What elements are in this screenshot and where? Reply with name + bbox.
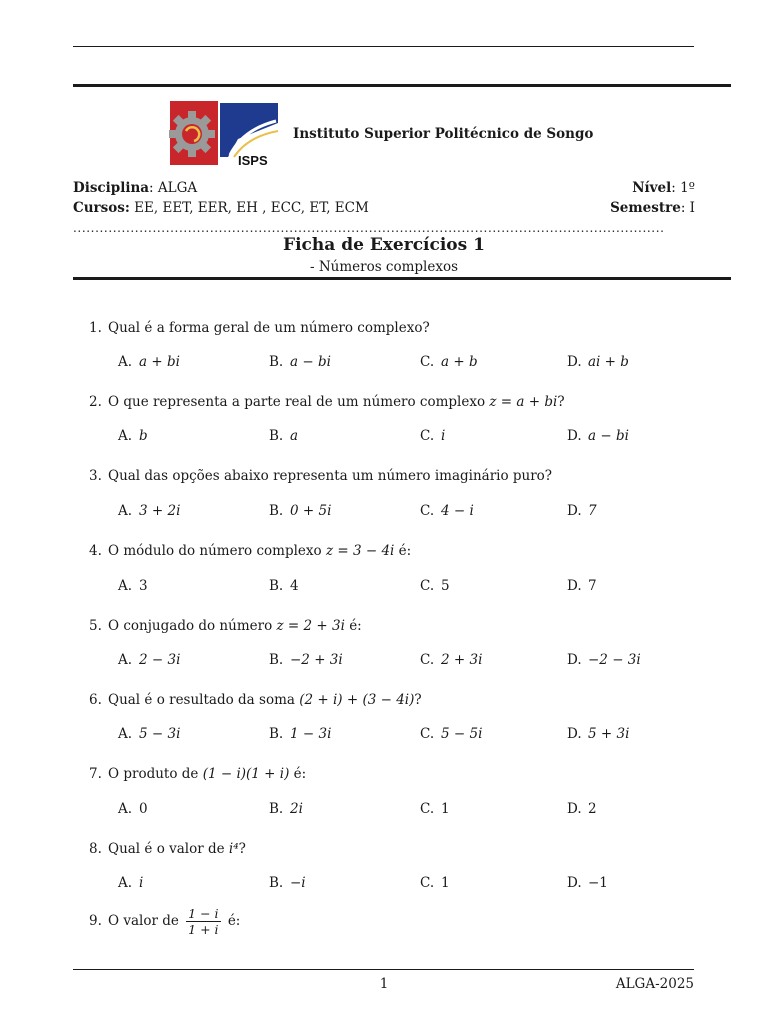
disciplina-row: Disciplina: ALGA: [73, 180, 198, 196]
question-number: 7.: [89, 766, 102, 782]
question-math: z = 3 − 4i: [325, 543, 395, 559]
question-number: 8.: [89, 841, 102, 857]
option-5c: C. 2 + 3i: [420, 652, 483, 668]
question-2: 2. O que representa a parte real de um número complexo z = a + bi?: [89, 394, 565, 410]
option-2c: C. i: [420, 428, 446, 444]
question-number: 2.: [89, 394, 102, 410]
option-6b: B. 1 − 3i: [269, 726, 332, 742]
fraction-numerator: 1 − i: [188, 906, 219, 921]
page-subtitle: - Números complexos: [309, 259, 459, 275]
question-math: z = 2 + 3i: [276, 618, 345, 634]
question-text: O conjugado do número: [108, 618, 277, 634]
option-4d: D. 7: [567, 578, 597, 594]
option-4b: B. 4: [269, 578, 299, 594]
page-number: 1: [379, 976, 389, 992]
option-7a: A. 0: [118, 801, 148, 817]
question-number: 4.: [89, 543, 102, 559]
option-5d: D. −2 − 3i: [567, 652, 641, 668]
option-5b: B. −2 + 3i: [269, 652, 343, 668]
footer-label: ALGA-2025: [615, 976, 694, 992]
nivel-row: Nível: 1º: [632, 180, 695, 196]
question-math: i⁴: [228, 841, 239, 857]
semestre-row: Semestre: I: [610, 200, 695, 216]
option-7b: B. 2i: [269, 801, 303, 817]
option-6d: D. 5 + 3i: [567, 726, 630, 742]
question-text: O valor de: [108, 913, 184, 929]
semestre-label: Semestre: [610, 200, 681, 216]
dotted-separator: ......................................................................................................................................: [73, 222, 665, 234]
question-6: 6. Qual é o resultado da soma (2 + i) + (3 − 4i)?: [89, 692, 422, 708]
cursos-value: EE, EET, EER, EH , ECC, ET, ECM: [134, 200, 369, 216]
option-4a: A. 3: [118, 578, 148, 594]
option-7c: C. 1: [420, 801, 450, 817]
question-math: (2 + i) + (3 − 4i): [299, 692, 415, 708]
logo-text: ISPS: [238, 153, 268, 168]
top-thick-rule: [73, 84, 731, 87]
option-8c: C. 1: [420, 875, 450, 891]
option-1c: C. a + b: [420, 354, 478, 370]
option-2b: B. a: [269, 428, 299, 444]
question-text: O módulo do número complexo: [108, 543, 326, 559]
option-1d: D. ai + b: [567, 354, 629, 370]
option-8b: B. −i: [269, 875, 306, 891]
question-math: z = a + bi: [489, 394, 558, 410]
question-text: O que representa a parte real de um número complexo: [108, 394, 490, 410]
option-3a: A. 3 + 2i: [118, 503, 181, 519]
isps-logo: [168, 99, 280, 169]
top-thin-rule: [73, 46, 694, 47]
option-1a: A. a + bi: [118, 354, 180, 370]
option-2a: A. b: [118, 428, 148, 444]
question-text: Qual das opções abaixo representa um número imaginário puro?: [108, 468, 553, 484]
semestre-value: I: [689, 200, 695, 216]
option-1b: B. a − bi: [269, 354, 331, 370]
question-text: Qual é o resultado da soma: [108, 692, 300, 708]
question-1: [89, 320, 430, 336]
question-number: 9.: [89, 913, 102, 929]
footer-rule: [73, 969, 694, 970]
option-8d: D. −1: [567, 875, 608, 891]
fraction-denominator: 1 + i: [188, 922, 219, 937]
option-3c: C. 4 − i: [420, 503, 474, 519]
institute-name: Instituto Superior Politécnico de Songo: [293, 126, 594, 142]
option-4c: C. 5: [420, 578, 450, 594]
option-3d: D. 7: [567, 503, 597, 519]
question-math: (1 − i)(1 + i): [202, 766, 290, 782]
question-fraction: [186, 906, 220, 937]
nivel-label: Nível: [632, 180, 672, 196]
cursos-label: Cursos:: [73, 200, 130, 216]
disciplina-value: ALGA: [157, 180, 198, 196]
question-text: Qual é o valor de: [108, 841, 229, 857]
question-number: 5.: [89, 618, 102, 634]
question-number: 1.: [89, 320, 102, 336]
question-number: 3.: [89, 468, 102, 484]
option-8a: A. i: [118, 875, 144, 891]
option-2d: D. a − bi: [567, 428, 629, 444]
question-9: 9. O valor de $\frac{1 - i}{1 + i}$ é:: [89, 906, 241, 937]
cursos-row: [73, 200, 369, 216]
disciplina-label: Disciplina: [73, 180, 150, 196]
option-6a: A. 5 − 3i: [118, 726, 181, 742]
option-7d: D. 2: [567, 801, 597, 817]
question-text: O produto de: [108, 766, 203, 782]
question-7: 7. O produto de (1 − i)(1 + i) é:: [89, 766, 307, 782]
page-title: Ficha de Exercícios 1: [283, 235, 485, 255]
question-8: 8. Qual é o valor de i⁴?: [89, 841, 246, 857]
nivel-value: 1º: [680, 180, 695, 196]
option-5a: A. 2 − 3i: [118, 652, 181, 668]
question-3: [89, 468, 552, 484]
title-thick-rule: [73, 277, 731, 280]
question-4: 4. O módulo do número complexo z = 3 − 4i é:: [89, 543, 412, 559]
option-6c: C. 5 − 5i: [420, 726, 483, 742]
question-number: 6.: [89, 692, 102, 708]
question-5: 5. O conjugado do número z = 2 + 3i é:: [89, 618, 362, 634]
question-text: Qual é a forma geral de um número complexo?: [108, 320, 430, 336]
option-3b: B. 0 + 5i: [269, 503, 332, 519]
